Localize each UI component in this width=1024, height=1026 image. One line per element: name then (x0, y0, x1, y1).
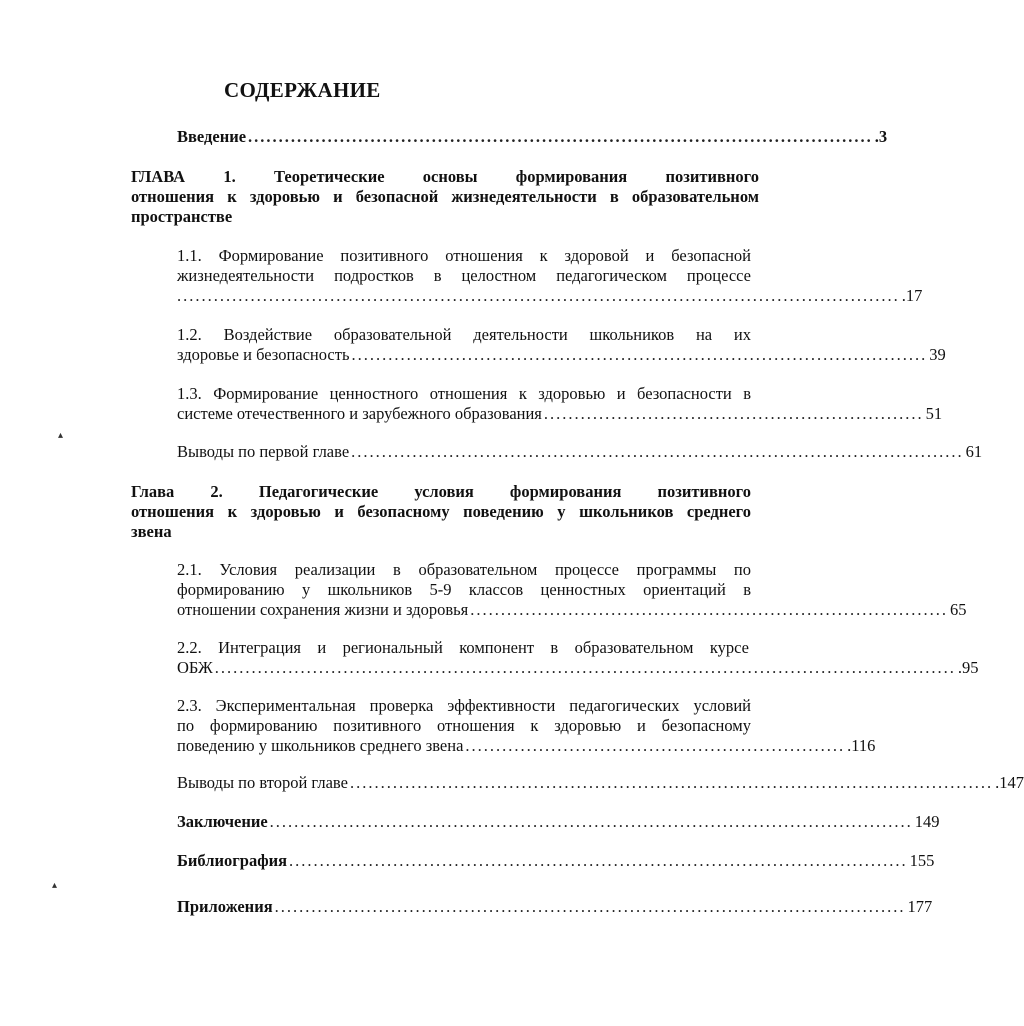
toc-page-number: .116 (847, 736, 876, 755)
toc-page-number: .17 (901, 286, 923, 305)
toc-entry-label: Введение (177, 127, 247, 146)
toc-entry-label: отношении сохранения жизни и здоровья (177, 600, 469, 619)
toc-entry-2-3[interactable] (177, 696, 751, 736)
toc-leader-dots: ......................................................................................................... (349, 773, 994, 792)
toc-leader-dots: ..................................................................................................... (289, 851, 908, 870)
toc-entry-line: 1.1. Формирование позитивного отношения к здоровой и безопасной (177, 246, 751, 265)
toc-page-number: 65 (950, 600, 967, 619)
toc-page-number: 51 (925, 404, 943, 423)
toc-entry-introduction[interactable] (177, 127, 888, 147)
toc-entry-1-3-page-line (177, 404, 943, 424)
toc-page-number: .95 (957, 658, 979, 677)
toc-leader-dots: .................................................................................................... (351, 442, 964, 461)
scan-speck: ▴ (58, 430, 64, 441)
chapter-heading-line: пространстве (131, 207, 233, 226)
toc-entry-label: Заключение (177, 812, 268, 831)
toc-page-number: .3 (874, 127, 888, 146)
toc-entry-2-2[interactable] (177, 638, 749, 658)
toc-entry-label: ОБЖ (177, 658, 213, 677)
toc-entry-1-1-page-line (177, 286, 923, 306)
toc-entry-2-1[interactable] (177, 560, 751, 600)
toc-entry-label: Библиография (177, 851, 288, 870)
toc-page-number: 155 (909, 851, 935, 870)
toc-entry-conclusion[interactable] (177, 812, 940, 832)
toc-page-number: .147 (995, 773, 1024, 792)
toc-entry-line: 1.2. Воздействие образовательной деятельности школьников на их (177, 325, 751, 344)
toc-entry-conclusions-2[interactable] (177, 773, 1024, 793)
toc-entry-line: формированию у школьников 5-9 классов ценностных ориентаций в (177, 580, 751, 599)
page-title: СОДЕРЖАНИЕ (224, 78, 381, 102)
toc-entry-conclusions-1[interactable] (177, 442, 983, 462)
chapter-heading-line: ГЛАВА 1. Теоретические основы формирования позитивного (131, 167, 759, 186)
toc-page-number: 149 (914, 812, 940, 831)
toc-entry-label: Приложения (177, 897, 273, 916)
scan-speck: ▴ (52, 880, 58, 891)
toc-entry-2-2-page-line (177, 658, 979, 678)
toc-entry-appendix[interactable] (177, 897, 933, 917)
toc-entry-bibliography[interactable] (177, 851, 935, 871)
toc-leader-dots: ......................................................................................................................... (214, 658, 956, 677)
toc-page-number: 61 (965, 442, 983, 461)
toc-leader-dots: .............................................................................................. (351, 345, 928, 364)
toc-leader-dots: ....................................................................................................... (274, 897, 906, 916)
toc-entry-1-2[interactable] (177, 325, 751, 345)
toc-page-number: 39 (929, 345, 946, 364)
toc-leader-dots: ......................................................................................................... (269, 812, 913, 831)
toc-leader-dots: .............................................................................. (470, 600, 948, 619)
toc-entry-label: поведению у школьников среднего звена (177, 736, 464, 755)
toc-entry-line: 1.3. Формирование ценностного отношения к здоровью и безопасности в (177, 384, 751, 403)
chapter-1-heading[interactable] (131, 167, 759, 227)
toc-entry-line: по формированию позитивного отношения к здоровью и безопасному (177, 716, 751, 735)
chapter-heading-line: Глава 2. Педагогические условия формирования позитивного (131, 482, 751, 501)
toc-leader-dots: .............................................................. (543, 404, 924, 423)
toc-entry-line: 2.1. Условия реализации в образовательном процессе программы по (177, 560, 751, 579)
toc-entry-2-3-page-line (177, 736, 876, 756)
toc-entry-1-3[interactable] (177, 384, 751, 404)
toc-entry-label: Выводы по первой главе (177, 442, 350, 461)
toc-entry-label: системе отечественного и зарубежного образования (177, 404, 542, 423)
toc-entry-label: Выводы по второй главе (177, 773, 348, 792)
chapter-heading-line: отношения к здоровью и безопасному поведению у школьников среднего (131, 502, 751, 521)
toc-entry-2-1-page-line (177, 600, 967, 620)
toc-entry-1-2-page-line (177, 345, 946, 365)
toc-leader-dots: ...................................................................................................... (248, 127, 873, 146)
chapter-heading-line: звена (131, 522, 172, 541)
chapter-heading-line: отношения к здоровью и безопасной жизнедеятельности в образовательном (131, 187, 759, 206)
toc-entry-label: здоровье и безопасность (177, 345, 350, 364)
toc-leader-dots: .............................................................. (465, 736, 846, 755)
toc-entry-line: 2.2. Интеграция и региональный компонент в образовательном курсе (177, 638, 749, 657)
toc-entry-line: жизнедеятельности подростков в целостном педагогическом процессе (177, 266, 751, 285)
toc-entry-1-1[interactable] (177, 246, 751, 286)
toc-entry-line: 2.3. Экспериментальная проверка эффективности педагогических условий (177, 696, 751, 715)
toc-leader-dots: ...................................................................................................................... (177, 286, 900, 305)
toc-page-number: 177 (907, 897, 933, 916)
chapter-2-heading[interactable] (131, 482, 751, 542)
